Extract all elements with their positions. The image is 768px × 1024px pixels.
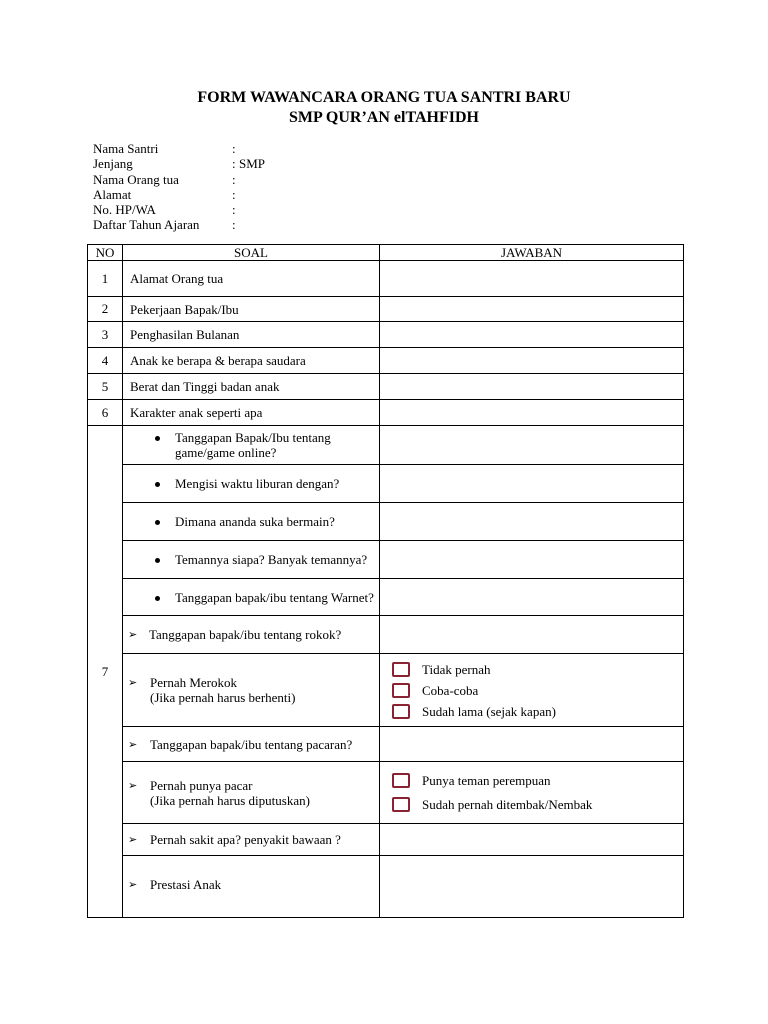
checkbox-icon[interactable]: [392, 704, 410, 719]
table-row: [88, 322, 684, 348]
info-label: Daftar Tahun Ajaran: [93, 217, 200, 233]
table-row: [88, 579, 684, 616]
question-cell: [123, 465, 380, 503]
table-row: [88, 654, 684, 727]
info-label: Nama Santri: [93, 141, 159, 156]
arrow-bullet-icon: ➢: [128, 676, 138, 689]
question-cell: [123, 727, 380, 762]
bullet-question: Dimana ananda suka bermain?: [123, 514, 379, 529]
option-label: Punya teman perempuan: [422, 772, 551, 788]
option-punya-teman-perempuan[interactable]: [380, 769, 683, 793]
answer-cell[interactable]: [380, 348, 684, 374]
row-number: 6: [88, 400, 123, 426]
info-label: Alamat: [93, 186, 132, 202]
answer-cell[interactable]: [380, 400, 684, 426]
question-cell: [123, 762, 380, 824]
answer-cell[interactable]: [380, 856, 684, 918]
arrow-question: [123, 675, 379, 705]
info-colon: :: [232, 171, 236, 187]
table-row: [88, 400, 684, 426]
row-number: 7: [88, 426, 123, 918]
question-cell: [123, 579, 380, 616]
table-row: [88, 727, 684, 762]
table-row: [88, 426, 684, 465]
question-cell: [123, 654, 380, 727]
answer-cell: [380, 762, 684, 824]
arrow-bullet-icon: ➢: [128, 833, 138, 846]
info-colon: :: [232, 141, 236, 156]
question-cell: Karakter anak seperti apa: [123, 400, 380, 426]
info-colon: :: [232, 202, 236, 218]
info-colon: :: [232, 217, 236, 233]
row-number: 5: [88, 374, 123, 400]
table-row: [88, 762, 684, 824]
question-cell: [123, 503, 380, 541]
answer-cell[interactable]: [380, 579, 684, 616]
table-row: [88, 374, 684, 400]
question-cell: Berat dan Tinggi badan anak: [123, 374, 380, 400]
answer-cell[interactable]: [380, 322, 684, 348]
question-note: (Jika pernah harus diputuskan): [150, 792, 310, 808]
info-colon: :: [232, 186, 236, 202]
option-label: Sudah lama (sejak kapan): [422, 703, 556, 719]
question-text: Tanggapan bapak/ibu tentang rokok?: [149, 627, 342, 642]
info-label: Jenjang: [93, 156, 133, 172]
arrow-question: [123, 737, 379, 752]
header-no: NO: [88, 245, 123, 261]
form-title: FORM WAWANCARA ORANG TUA SANTRI BARU: [197, 89, 571, 106]
answer-cell[interactable]: [380, 541, 684, 579]
question-text: Prestasi Anak: [150, 877, 222, 892]
bullet-question: Tanggapan Bapak/Ibu tentang game/game online?: [123, 430, 379, 460]
question-cell: [123, 426, 380, 465]
option-sudah-lama[interactable]: [380, 701, 683, 722]
interview-table: [87, 244, 684, 918]
checkbox-icon[interactable]: [392, 683, 410, 698]
arrow-bullet-icon: ➢: [128, 878, 138, 891]
bullet-question: Mengisi waktu liburan dengan?: [123, 476, 379, 491]
option-tidak-pernah[interactable]: [380, 659, 683, 680]
option-coba-coba[interactable]: [380, 680, 683, 701]
table-header-row: [88, 245, 684, 261]
question-text: Pernah punya pacar: [150, 777, 253, 793]
checkbox-icon[interactable]: [392, 662, 410, 677]
option-sudah-pernah-ditembak[interactable]: [380, 793, 683, 817]
question-cell: [123, 824, 380, 856]
checkbox-icon[interactable]: [392, 773, 410, 788]
bullet-question: Temannya siapa? Banyak temannya?: [123, 552, 379, 567]
answer-cell[interactable]: [380, 261, 684, 297]
question-text: Tanggapan bapak/ibu tentang pacaran?: [150, 736, 353, 752]
table-row: [88, 616, 684, 654]
arrow-bullet-icon: ➢: [128, 778, 138, 792]
info-value[interactable]: SMP: [239, 156, 266, 172]
arrow-bullet-icon: ➢: [128, 628, 138, 641]
answer-cell[interactable]: [380, 426, 684, 465]
info-label: Nama Orang tua: [93, 171, 179, 187]
school-name: SMP QUR’AN elTAHFIDH: [289, 109, 479, 126]
answer-cell[interactable]: [380, 824, 684, 856]
info-colon: :: [232, 156, 236, 172]
question-cell: [123, 541, 380, 579]
question-cell: Pekerjaan Bapak/Ibu: [123, 297, 380, 322]
header-jawaban: JAWABAN: [380, 245, 684, 261]
table-row: [88, 856, 684, 918]
answer-cell[interactable]: [380, 727, 684, 762]
option-label: Coba-coba: [422, 682, 479, 698]
row-number: 3: [88, 322, 123, 348]
table-row: [88, 503, 684, 541]
question-cell: Penghasilan Bulanan: [123, 322, 380, 348]
row-number: 1: [88, 261, 123, 297]
table-row: [88, 348, 684, 374]
arrow-question: [123, 778, 379, 808]
answer-cell[interactable]: [380, 616, 684, 654]
table-row: [88, 261, 684, 297]
header-soal: SOAL: [123, 245, 380, 261]
row-number: 4: [88, 348, 123, 374]
table-row: [88, 541, 684, 579]
option-label: Sudah pernah ditembak/Nembak: [422, 796, 593, 812]
arrow-question: [123, 877, 379, 892]
option-label: Tidak pernah: [422, 661, 491, 677]
answer-cell[interactable]: [380, 465, 684, 503]
answer-cell: [380, 654, 684, 727]
table-row: [88, 297, 684, 322]
bullet-question: Tanggapan bapak/ibu tentang Warnet?: [123, 590, 379, 605]
row-number: 2: [88, 297, 123, 322]
answer-cell[interactable]: [380, 297, 684, 322]
checkbox-icon[interactable]: [392, 797, 410, 812]
question-cell: [123, 616, 380, 654]
info-label: No. HP/WA: [93, 202, 156, 218]
arrow-bullet-icon: ➢: [128, 737, 138, 751]
question-cell: [123, 856, 380, 918]
answer-cell[interactable]: [380, 374, 684, 400]
table-row: [88, 465, 684, 503]
answer-cell[interactable]: [380, 503, 684, 541]
arrow-question: [123, 627, 379, 642]
arrow-question: [123, 832, 379, 847]
question-cell: Alamat Orang tua: [123, 261, 380, 297]
question-text: Pernah sakit apa? penyakit bawaan ?: [150, 832, 341, 847]
question-cell: Anak ke berapa & berapa saudara: [123, 348, 380, 374]
table-row: [88, 824, 684, 856]
question-note: (Jika pernah harus berhenti): [150, 690, 296, 705]
question-text: Pernah Merokok: [150, 675, 238, 690]
